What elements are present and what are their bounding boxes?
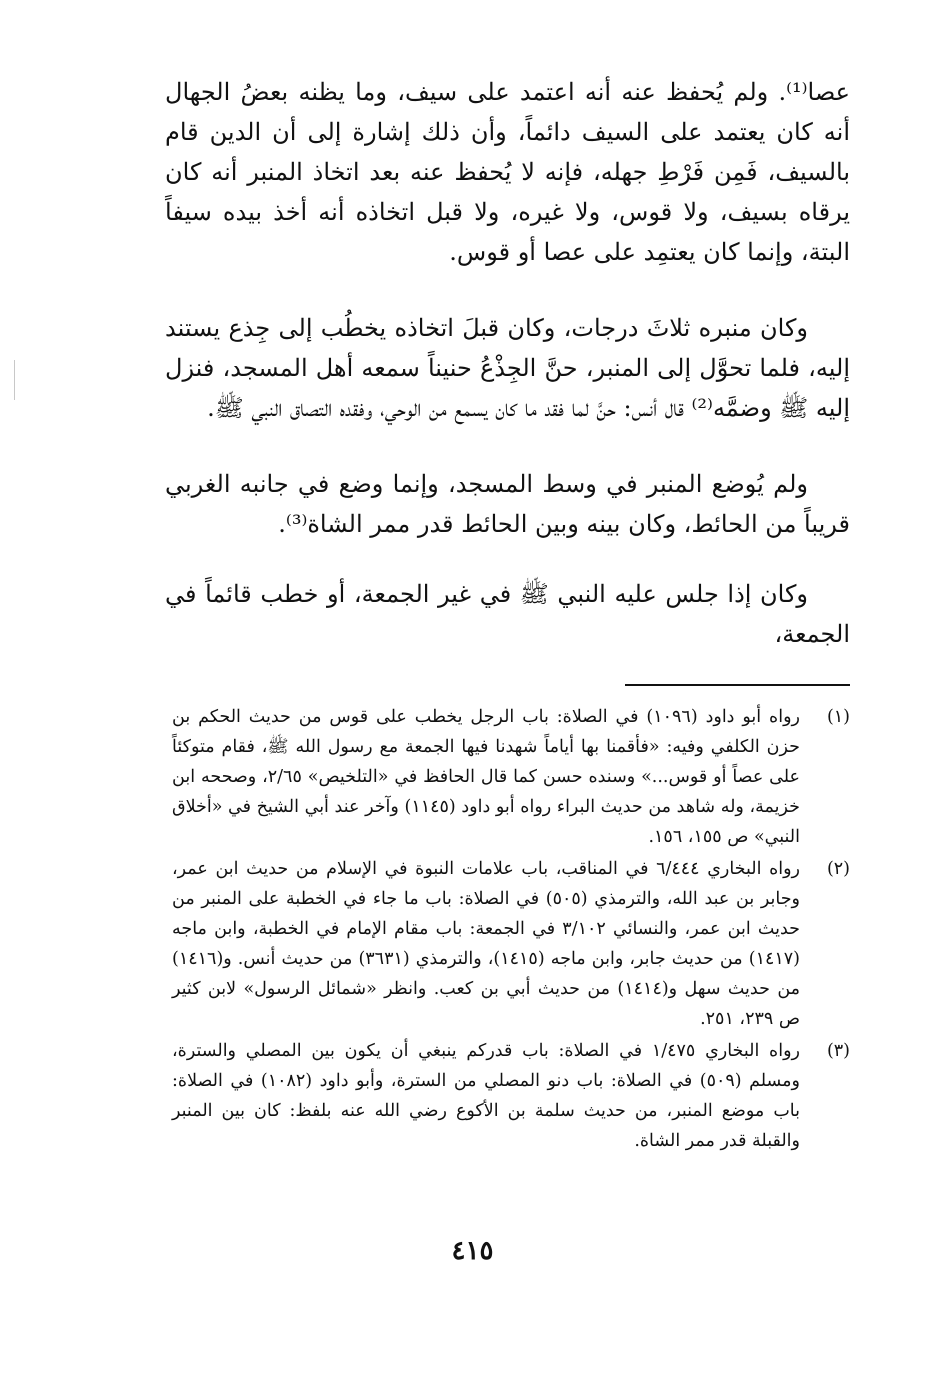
footnotes xyxy=(160,702,850,1158)
paragraph-2: وكان منبره ثلاثَ درجات، وكان قبلَ اتخاذه يخطُب إلى جِذع يستند إليه، فلما تحوَّل إلى المنبر، حنَّ الجِذْعُ حنيناً سمعه أهل المسجد، فنزل إليه ﷺ وضمَّه⁽²⁾ قال أنس: حنَّ لما فقد ما كان يسمع من الوحي، وفقده التصاق النبي ﷺ. xyxy=(165,314,850,422)
paragraph-4: وكان إذا جلس عليه النبي ﷺ في غير الجمعة، أو خطب قائماً في الجمعة، xyxy=(165,580,850,648)
footnote-2 xyxy=(160,854,850,1034)
footnote-text: رواه البخاري ١/٤٧٥ في الصلاة: باب قدركم ينبغي أن يكون بين المصلي والسترة، ومسلم (٥٠٩) في الصلاة: باب دنو المصلي من السترة، وأبو داود (١٠٨٢) في الصلاة: باب موضع المنبر، من حديث سلمة بن الأكوع رضي الله عنه بلفظ: كان بين المنبر والقبلة قدر ممر الشاة. xyxy=(172,1041,800,1151)
footnote-3 xyxy=(160,1036,850,1156)
margin-mark xyxy=(14,360,15,400)
paragraph-3: ولم يُوضع المنبر في وسط المسجد، وإنما وضع في جانبه الغربي قريباً من الحائط، وكان بينه وبين الحائط قدر ممر الشاة⁽³⁾. xyxy=(165,470,850,538)
footnote-text: رواه البخاري ٦/٤٤٤ في المناقب، باب علامات النبوة في الإسلام من حديث ابن عمر، وجابر بن عبد الله، والترمذي (٥٠٥) في الصلاة: باب ما جاء في الخطبة على المنبر من حديث ابن عمر، والنسائي ٣/١٠٢ في الجمعة: باب مقام الإمام في الخطبة، وابن ماجه (١٤١٧) من حديث جابر، وابن ماجه (١٤١٥)، والترمذي (٣٦٣١) من حديث أنس. و(١٤١٦) من حديث سهل و(١٤١٤) من حديث أبي بن كعب. وانظر «شمائل الرسول» لابن كثير ص ٢٣٩، ٢٥١. xyxy=(172,859,801,1029)
footnote-1 xyxy=(160,702,850,852)
footnote-separator xyxy=(625,684,850,686)
page-number: ٤١٥ xyxy=(451,1236,494,1266)
paragraph-1: عصا⁽¹⁾. ولم يُحفظ عنه أنه اعتمد على سيف، وما يظنه بعضُ الجهال أنه كان يعتمد على السيف دائماً، وأن ذلك إشارة إلى أن الدين قام بالسيف، فَمِن فَرْطِ جهله، فإنه لا يُحفظ عنه بعد اتخاذ المنبر أنه كان يرقاه بسيف، ولا قوس، ولا غيره، ولا قبل اتخاذه أنه أخذ بيده سيفاً البتة، وإنما كان يعتمِد على عصا أو قوس. xyxy=(165,78,850,266)
footnote-text: رواه أبو داود (١٠٩٦) في الصلاة: باب الرجل يخطب على قوس من حديث الحكم بن حزن الكلفي وفيه: «فأقمنا بها أياماً شهدنا فيها الجمعة مع رسول الله ﷺ، فقام متوكئاً على عصاً أو قوس...» وسنده حسن كما قال الحافظ في «التلخيص» ٢/٦٥، وصححه ابن خزيمة، وله شاهد من حديث البراء رواه أبو داود (١١٤٥) وآخر عند أبي الشيخ في «أخلاق النبي» ص ١٥٥، ١٥٦. xyxy=(172,707,800,847)
footnote-number: (٢) xyxy=(826,859,850,879)
main-text xyxy=(165,72,850,654)
footnote-number: (٣) xyxy=(826,1041,850,1061)
footnote-number: (١) xyxy=(826,707,850,727)
